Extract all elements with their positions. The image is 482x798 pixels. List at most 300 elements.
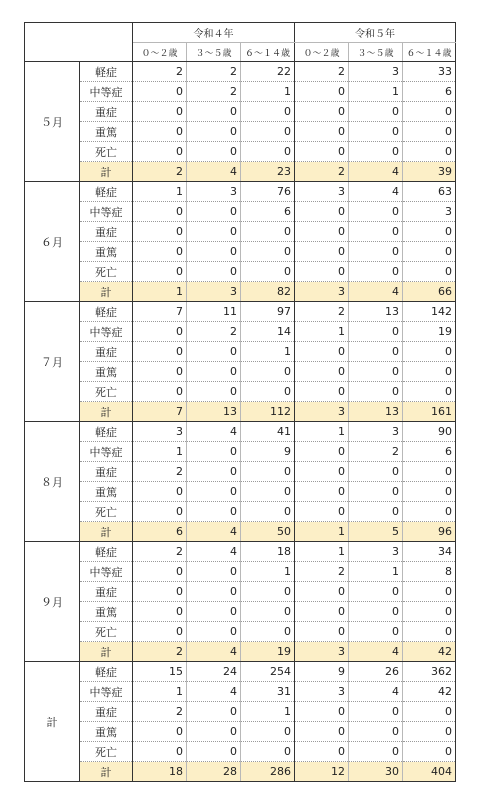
month-label: ５月 bbox=[25, 62, 80, 182]
table-row bbox=[25, 222, 456, 242]
value-cell: 0 bbox=[241, 142, 295, 162]
value-cell: 0 bbox=[403, 122, 456, 142]
month-label: ７月 bbox=[25, 302, 80, 422]
value-cell: 6 bbox=[133, 522, 187, 542]
severity-label: 軽症 bbox=[80, 302, 133, 322]
severity-label: 重篤 bbox=[80, 722, 133, 742]
value-cell: 0 bbox=[187, 142, 241, 162]
table-row bbox=[25, 602, 456, 622]
value-cell: 0 bbox=[187, 122, 241, 142]
value-cell: 0 bbox=[349, 502, 403, 522]
value-cell: 28 bbox=[187, 762, 241, 782]
value-cell: 0 bbox=[187, 442, 241, 462]
severity-label: 計 bbox=[80, 642, 133, 662]
value-cell: 22 bbox=[241, 62, 295, 82]
value-cell: 0 bbox=[349, 602, 403, 622]
value-cell: 66 bbox=[403, 282, 456, 302]
value-cell: 1 bbox=[295, 322, 349, 342]
value-cell: 0 bbox=[241, 582, 295, 602]
severity-label: 中等症 bbox=[80, 82, 133, 102]
table-row bbox=[25, 82, 456, 102]
value-cell: 0 bbox=[349, 322, 403, 342]
value-cell: 39 bbox=[403, 162, 456, 182]
table-row bbox=[25, 442, 456, 462]
value-cell: 0 bbox=[133, 262, 187, 282]
value-cell: 8 bbox=[403, 562, 456, 582]
value-cell: 5 bbox=[349, 522, 403, 542]
value-cell: 0 bbox=[187, 482, 241, 502]
value-cell: 2 bbox=[187, 62, 241, 82]
value-cell: 0 bbox=[241, 462, 295, 482]
value-cell: 254 bbox=[241, 662, 295, 682]
value-cell: 0 bbox=[295, 502, 349, 522]
value-cell: 0 bbox=[295, 582, 349, 602]
value-cell: 0 bbox=[241, 742, 295, 762]
value-cell: 4 bbox=[187, 162, 241, 182]
value-cell: 0 bbox=[133, 362, 187, 382]
table-row bbox=[25, 622, 456, 642]
value-cell: 6 bbox=[403, 82, 456, 102]
table-row bbox=[25, 182, 456, 202]
severity-label: 中等症 bbox=[80, 562, 133, 582]
value-cell: 4 bbox=[349, 182, 403, 202]
value-cell: 0 bbox=[403, 242, 456, 262]
year-header: 令和５年 bbox=[295, 23, 456, 43]
severity-label: 中等症 bbox=[80, 442, 133, 462]
value-cell: 0 bbox=[133, 602, 187, 622]
value-cell: 1 bbox=[241, 702, 295, 722]
value-cell: 0 bbox=[133, 82, 187, 102]
value-cell: 19 bbox=[403, 322, 456, 342]
severity-label: 重篤 bbox=[80, 602, 133, 622]
value-cell: 0 bbox=[295, 342, 349, 362]
value-cell: 3 bbox=[295, 642, 349, 662]
value-cell: 3 bbox=[349, 422, 403, 442]
value-cell: 0 bbox=[349, 142, 403, 162]
value-cell: 0 bbox=[241, 102, 295, 122]
table-row bbox=[25, 662, 456, 682]
value-cell: 4 bbox=[349, 162, 403, 182]
month-label: ６月 bbox=[25, 182, 80, 302]
value-cell: 63 bbox=[403, 182, 456, 202]
value-cell: 0 bbox=[403, 382, 456, 402]
value-cell: 1 bbox=[295, 522, 349, 542]
value-cell: 26 bbox=[349, 662, 403, 682]
value-cell: 0 bbox=[241, 622, 295, 642]
value-cell: 4 bbox=[187, 422, 241, 442]
value-cell: 0 bbox=[133, 582, 187, 602]
value-cell: 0 bbox=[241, 482, 295, 502]
value-cell: 0 bbox=[133, 142, 187, 162]
table-row bbox=[25, 462, 456, 482]
value-cell: 0 bbox=[295, 262, 349, 282]
value-cell: 0 bbox=[403, 342, 456, 362]
severity-label: 重篤 bbox=[80, 482, 133, 502]
value-cell: 0 bbox=[295, 622, 349, 642]
age-group-header: ０～２歳 bbox=[133, 43, 187, 62]
value-cell: 19 bbox=[241, 642, 295, 662]
value-cell: 0 bbox=[133, 502, 187, 522]
value-cell: 0 bbox=[295, 702, 349, 722]
value-cell: 0 bbox=[349, 742, 403, 762]
value-cell: 0 bbox=[349, 222, 403, 242]
month-label: ９月 bbox=[25, 542, 80, 662]
value-cell: 0 bbox=[187, 242, 241, 262]
severity-label: 重篤 bbox=[80, 122, 133, 142]
value-cell: 0 bbox=[349, 702, 403, 722]
value-cell: 3 bbox=[349, 542, 403, 562]
subtotal-row bbox=[25, 402, 456, 422]
table-row bbox=[25, 542, 456, 562]
value-cell: 0 bbox=[133, 482, 187, 502]
value-cell: 6 bbox=[241, 202, 295, 222]
value-cell: 2 bbox=[295, 302, 349, 322]
value-cell: 0 bbox=[133, 342, 187, 362]
value-cell: 0 bbox=[295, 82, 349, 102]
subtotal-row bbox=[25, 522, 456, 542]
value-cell: 0 bbox=[241, 602, 295, 622]
value-cell: 0 bbox=[187, 382, 241, 402]
value-cell: 0 bbox=[187, 582, 241, 602]
severity-label: 軽症 bbox=[80, 422, 133, 442]
value-cell: 0 bbox=[241, 122, 295, 142]
severity-label: 重篤 bbox=[80, 362, 133, 382]
age-group-header: ３～５歳 bbox=[187, 43, 241, 62]
value-cell: 142 bbox=[403, 302, 456, 322]
value-cell: 0 bbox=[403, 582, 456, 602]
value-cell: 0 bbox=[295, 602, 349, 622]
value-cell: 2 bbox=[295, 162, 349, 182]
value-cell: 0 bbox=[133, 562, 187, 582]
value-cell: 0 bbox=[187, 222, 241, 242]
value-cell: 31 bbox=[241, 682, 295, 702]
table-row bbox=[25, 202, 456, 222]
value-cell: 0 bbox=[295, 462, 349, 482]
value-cell: 404 bbox=[403, 762, 456, 782]
statistics-table bbox=[24, 22, 456, 782]
value-cell: 7 bbox=[133, 302, 187, 322]
value-cell: 0 bbox=[241, 722, 295, 742]
value-cell: 0 bbox=[349, 582, 403, 602]
value-cell: 0 bbox=[133, 622, 187, 642]
severity-label: 計 bbox=[80, 162, 133, 182]
value-cell: 0 bbox=[403, 462, 456, 482]
value-cell: 3 bbox=[295, 402, 349, 422]
table-row bbox=[25, 562, 456, 582]
value-cell: 112 bbox=[241, 402, 295, 422]
value-cell: 7 bbox=[133, 402, 187, 422]
table-row bbox=[25, 122, 456, 142]
value-cell: 0 bbox=[295, 242, 349, 262]
severity-label: 死亡 bbox=[80, 502, 133, 522]
value-cell: 96 bbox=[403, 522, 456, 542]
value-cell: 4 bbox=[187, 542, 241, 562]
value-cell: 1 bbox=[133, 682, 187, 702]
value-cell: 1 bbox=[295, 542, 349, 562]
value-cell: 0 bbox=[349, 202, 403, 222]
value-cell: 1 bbox=[133, 442, 187, 462]
year-header: 令和４年 bbox=[133, 23, 295, 43]
severity-label: 軽症 bbox=[80, 62, 133, 82]
value-cell: 0 bbox=[133, 122, 187, 142]
value-cell: 0 bbox=[349, 622, 403, 642]
value-cell: 0 bbox=[187, 562, 241, 582]
table-row bbox=[25, 322, 456, 342]
severity-label: 計 bbox=[80, 762, 133, 782]
value-cell: 2 bbox=[187, 82, 241, 102]
value-cell: 0 bbox=[295, 102, 349, 122]
value-cell: 0 bbox=[349, 722, 403, 742]
value-cell: 15 bbox=[133, 662, 187, 682]
value-cell: 18 bbox=[241, 542, 295, 562]
table-row bbox=[25, 342, 456, 362]
value-cell: 3 bbox=[187, 282, 241, 302]
table-row bbox=[25, 742, 456, 762]
value-cell: 13 bbox=[349, 302, 403, 322]
value-cell: 362 bbox=[403, 662, 456, 682]
value-cell: 90 bbox=[403, 422, 456, 442]
value-cell: 0 bbox=[133, 382, 187, 402]
value-cell: 4 bbox=[349, 642, 403, 662]
value-cell: 0 bbox=[241, 222, 295, 242]
table-row bbox=[25, 422, 456, 442]
value-cell: 0 bbox=[187, 742, 241, 762]
value-cell: 3 bbox=[187, 182, 241, 202]
value-cell: 11 bbox=[187, 302, 241, 322]
severity-label: 計 bbox=[80, 522, 133, 542]
value-cell: 0 bbox=[295, 362, 349, 382]
value-cell: 0 bbox=[403, 482, 456, 502]
value-cell: 0 bbox=[241, 242, 295, 262]
value-cell: 3 bbox=[295, 682, 349, 702]
value-cell: 3 bbox=[403, 202, 456, 222]
value-cell: 0 bbox=[349, 462, 403, 482]
value-cell: 3 bbox=[295, 182, 349, 202]
value-cell: 12 bbox=[295, 762, 349, 782]
value-cell: 14 bbox=[241, 322, 295, 342]
value-cell: 0 bbox=[187, 602, 241, 622]
severity-label: 重症 bbox=[80, 702, 133, 722]
value-cell: 286 bbox=[241, 762, 295, 782]
value-cell: 97 bbox=[241, 302, 295, 322]
severity-label: 軽症 bbox=[80, 662, 133, 682]
value-cell: 0 bbox=[403, 222, 456, 242]
value-cell: 0 bbox=[295, 222, 349, 242]
value-cell: 0 bbox=[133, 222, 187, 242]
value-cell: 0 bbox=[295, 142, 349, 162]
table-row bbox=[25, 482, 456, 502]
value-cell: 1 bbox=[295, 422, 349, 442]
value-cell: 4 bbox=[187, 642, 241, 662]
subtotal-row bbox=[25, 282, 456, 302]
value-cell: 0 bbox=[403, 702, 456, 722]
value-cell: 1 bbox=[349, 562, 403, 582]
severity-label: 死亡 bbox=[80, 622, 133, 642]
value-cell: 0 bbox=[403, 142, 456, 162]
value-cell: 0 bbox=[403, 722, 456, 742]
severity-label: 死亡 bbox=[80, 142, 133, 162]
value-cell: 0 bbox=[403, 622, 456, 642]
value-cell: 1 bbox=[349, 82, 403, 102]
severity-label: 計 bbox=[80, 282, 133, 302]
table-row bbox=[25, 682, 456, 702]
table-row bbox=[25, 262, 456, 282]
value-cell: 1 bbox=[133, 182, 187, 202]
value-cell: 2 bbox=[295, 62, 349, 82]
value-cell: 0 bbox=[133, 742, 187, 762]
value-cell: 4 bbox=[349, 282, 403, 302]
value-cell: 0 bbox=[187, 462, 241, 482]
value-cell: 6 bbox=[403, 442, 456, 462]
value-cell: 3 bbox=[133, 422, 187, 442]
severity-label: 重症 bbox=[80, 342, 133, 362]
severity-label: 重症 bbox=[80, 222, 133, 242]
value-cell: 0 bbox=[187, 362, 241, 382]
severity-label: 死亡 bbox=[80, 262, 133, 282]
value-cell: 82 bbox=[241, 282, 295, 302]
value-cell: 13 bbox=[187, 402, 241, 422]
value-cell: 0 bbox=[133, 202, 187, 222]
value-cell: 42 bbox=[403, 682, 456, 702]
value-cell: 33 bbox=[403, 62, 456, 82]
value-cell: 0 bbox=[187, 722, 241, 742]
table-row bbox=[25, 362, 456, 382]
value-cell: 3 bbox=[295, 282, 349, 302]
value-cell: 0 bbox=[349, 382, 403, 402]
value-cell: 34 bbox=[403, 542, 456, 562]
value-cell: 76 bbox=[241, 182, 295, 202]
value-cell: 0 bbox=[349, 342, 403, 362]
header-row-years bbox=[25, 23, 456, 43]
value-cell: 0 bbox=[403, 362, 456, 382]
subtotal-row bbox=[25, 642, 456, 662]
value-cell: 0 bbox=[241, 382, 295, 402]
severity-label: 軽症 bbox=[80, 542, 133, 562]
value-cell: 0 bbox=[349, 262, 403, 282]
value-cell: 0 bbox=[133, 102, 187, 122]
age-group-header: ０～２歳 bbox=[295, 43, 349, 62]
value-cell: 0 bbox=[133, 722, 187, 742]
value-cell: 0 bbox=[187, 502, 241, 522]
value-cell: 18 bbox=[133, 762, 187, 782]
value-cell: 30 bbox=[349, 762, 403, 782]
value-cell: 4 bbox=[187, 522, 241, 542]
severity-label: 軽症 bbox=[80, 182, 133, 202]
table-row bbox=[25, 382, 456, 402]
value-cell: 2 bbox=[295, 562, 349, 582]
value-cell: 42 bbox=[403, 642, 456, 662]
severity-label: 中等症 bbox=[80, 322, 133, 342]
severity-label: 重症 bbox=[80, 462, 133, 482]
value-cell: 1 bbox=[241, 342, 295, 362]
value-cell: 0 bbox=[241, 502, 295, 522]
value-cell: 2 bbox=[133, 642, 187, 662]
severity-label: 重篤 bbox=[80, 242, 133, 262]
header-corner bbox=[25, 23, 133, 62]
value-cell: 13 bbox=[349, 402, 403, 422]
value-cell: 0 bbox=[349, 362, 403, 382]
value-cell: 50 bbox=[241, 522, 295, 542]
value-cell: 0 bbox=[187, 342, 241, 362]
severity-label: 中等症 bbox=[80, 202, 133, 222]
value-cell: 2 bbox=[349, 442, 403, 462]
value-cell: 0 bbox=[187, 102, 241, 122]
value-cell: 0 bbox=[295, 442, 349, 462]
table-row bbox=[25, 62, 456, 82]
value-cell: 2 bbox=[187, 322, 241, 342]
month-label: 計 bbox=[25, 662, 80, 782]
table-row bbox=[25, 722, 456, 742]
value-cell: 0 bbox=[403, 502, 456, 522]
value-cell: 0 bbox=[295, 122, 349, 142]
value-cell: 0 bbox=[349, 122, 403, 142]
value-cell: 3 bbox=[349, 62, 403, 82]
table-row bbox=[25, 102, 456, 122]
value-cell: 1 bbox=[133, 282, 187, 302]
table-row bbox=[25, 502, 456, 522]
value-cell: 1 bbox=[241, 82, 295, 102]
value-cell: 0 bbox=[241, 262, 295, 282]
value-cell: 4 bbox=[187, 682, 241, 702]
value-cell: 2 bbox=[133, 702, 187, 722]
value-cell: 9 bbox=[241, 442, 295, 462]
value-cell: 0 bbox=[187, 702, 241, 722]
value-cell: 0 bbox=[349, 482, 403, 502]
age-group-header: ６～１４歳 bbox=[241, 43, 295, 62]
value-cell: 2 bbox=[133, 462, 187, 482]
value-cell: 24 bbox=[187, 662, 241, 682]
value-cell: 0 bbox=[187, 622, 241, 642]
value-cell: 0 bbox=[403, 602, 456, 622]
value-cell: 0 bbox=[187, 202, 241, 222]
value-cell: 0 bbox=[403, 102, 456, 122]
value-cell: 0 bbox=[349, 242, 403, 262]
value-cell: 0 bbox=[187, 262, 241, 282]
value-cell: 0 bbox=[349, 102, 403, 122]
value-cell: 0 bbox=[295, 482, 349, 502]
age-group-header: ３～５歳 bbox=[349, 43, 403, 62]
value-cell: 0 bbox=[295, 722, 349, 742]
value-cell: 41 bbox=[241, 422, 295, 442]
value-cell: 2 bbox=[133, 162, 187, 182]
value-cell: 0 bbox=[295, 742, 349, 762]
value-cell: 0 bbox=[403, 742, 456, 762]
value-cell: 161 bbox=[403, 402, 456, 422]
severity-label: 中等症 bbox=[80, 682, 133, 702]
value-cell: 23 bbox=[241, 162, 295, 182]
age-group-header: ６～１４歳 bbox=[403, 43, 456, 62]
value-cell: 9 bbox=[295, 662, 349, 682]
value-cell: 0 bbox=[133, 322, 187, 342]
value-cell: 2 bbox=[133, 542, 187, 562]
severity-label: 重症 bbox=[80, 102, 133, 122]
subtotal-row bbox=[25, 162, 456, 182]
month-label: ８月 bbox=[25, 422, 80, 542]
value-cell: 0 bbox=[241, 362, 295, 382]
value-cell: 2 bbox=[133, 62, 187, 82]
value-cell: 0 bbox=[403, 262, 456, 282]
table-row bbox=[25, 242, 456, 262]
table-row bbox=[25, 142, 456, 162]
severity-label: 重症 bbox=[80, 582, 133, 602]
severity-label: 死亡 bbox=[80, 742, 133, 762]
table-row bbox=[25, 702, 456, 722]
value-cell: 0 bbox=[295, 202, 349, 222]
value-cell: 1 bbox=[241, 562, 295, 582]
severity-label: 計 bbox=[80, 402, 133, 422]
severity-label: 死亡 bbox=[80, 382, 133, 402]
table-row bbox=[25, 582, 456, 602]
